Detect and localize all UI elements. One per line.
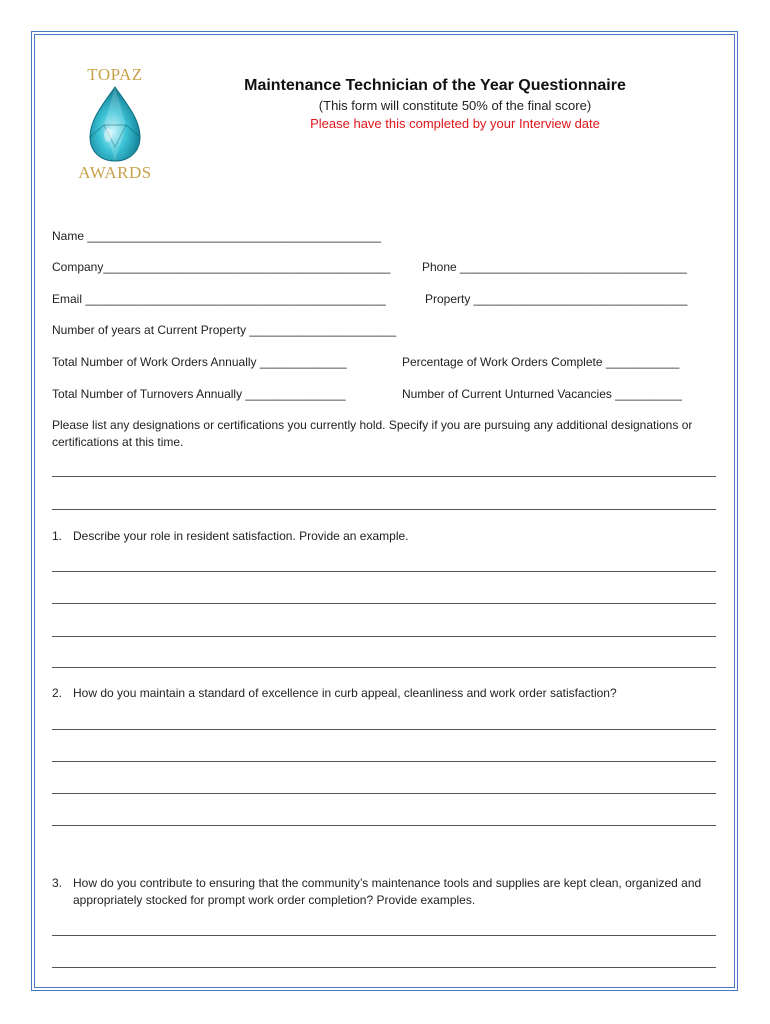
answer-line[interactable]	[52, 476, 716, 477]
answer-line[interactable]	[52, 825, 716, 826]
topaz-awards-logo	[70, 65, 160, 185]
form-subtitle: (This form will constitute 50% of the final score)	[318, 98, 592, 113]
answer-line[interactable]	[52, 603, 716, 604]
teardrop-gem-icon	[88, 85, 142, 163]
name-field[interactable]: Name ____________________________________________	[52, 229, 381, 243]
vacancies-field[interactable]: Number of Current Unturned Vacancies __________	[402, 387, 682, 401]
property-field[interactable]: Property ________________________________	[425, 292, 688, 306]
question-2-number: 2.	[52, 686, 63, 700]
question-1-number: 1.	[52, 529, 63, 543]
work-orders-field[interactable]: Total Number of Work Orders Annually _____________	[52, 355, 347, 369]
phone-field[interactable]: Phone __________________________________	[422, 260, 687, 274]
answer-line[interactable]	[52, 636, 716, 637]
answer-line[interactable]	[52, 935, 716, 936]
form-note: Please have this completed by your Interview date	[310, 116, 600, 131]
question-2-text: How do you maintain a standard of excellence in curb appeal, cleanliness and work order satisfaction?	[73, 686, 617, 700]
turnovers-field[interactable]: Total Number of Turnovers Annually _______________	[52, 387, 346, 401]
answer-line[interactable]	[52, 667, 716, 668]
answer-line[interactable]	[52, 729, 716, 730]
percentage-field[interactable]: Percentage of Work Orders Complete ___________	[402, 355, 680, 369]
answer-line[interactable]	[52, 793, 716, 794]
answer-line[interactable]	[52, 967, 716, 968]
answer-line[interactable]	[52, 571, 716, 572]
designations-prompt: Please list any designations or certifications you currently hold. Specify if you are pursuing any additional designations or certifications at this time.	[52, 418, 693, 449]
answer-line[interactable]	[52, 509, 716, 510]
question-3-text: How do you contribute to ensuring that the community’s maintenance tools and supplies are kept clean, organized and appropriately stocked for prompt work order completion? Provide examples.	[73, 876, 702, 907]
question-3-number: 3.	[52, 876, 63, 890]
email-field[interactable]: Email _____________________________________________	[52, 292, 386, 306]
question-1-text: Describe your role in resident satisfaction. Provide an example.	[73, 529, 409, 543]
form-title: Maintenance Technician of the Year Questionnaire	[244, 77, 626, 94]
years-field[interactable]: Number of years at Current Property ______________________	[52, 323, 397, 337]
logo-top-text: TOPAZ	[87, 65, 143, 84]
company-field[interactable]: Company___________________________________________	[52, 260, 391, 274]
logo-bottom-text: AWARDS	[78, 163, 152, 182]
answer-line[interactable]	[52, 761, 716, 762]
